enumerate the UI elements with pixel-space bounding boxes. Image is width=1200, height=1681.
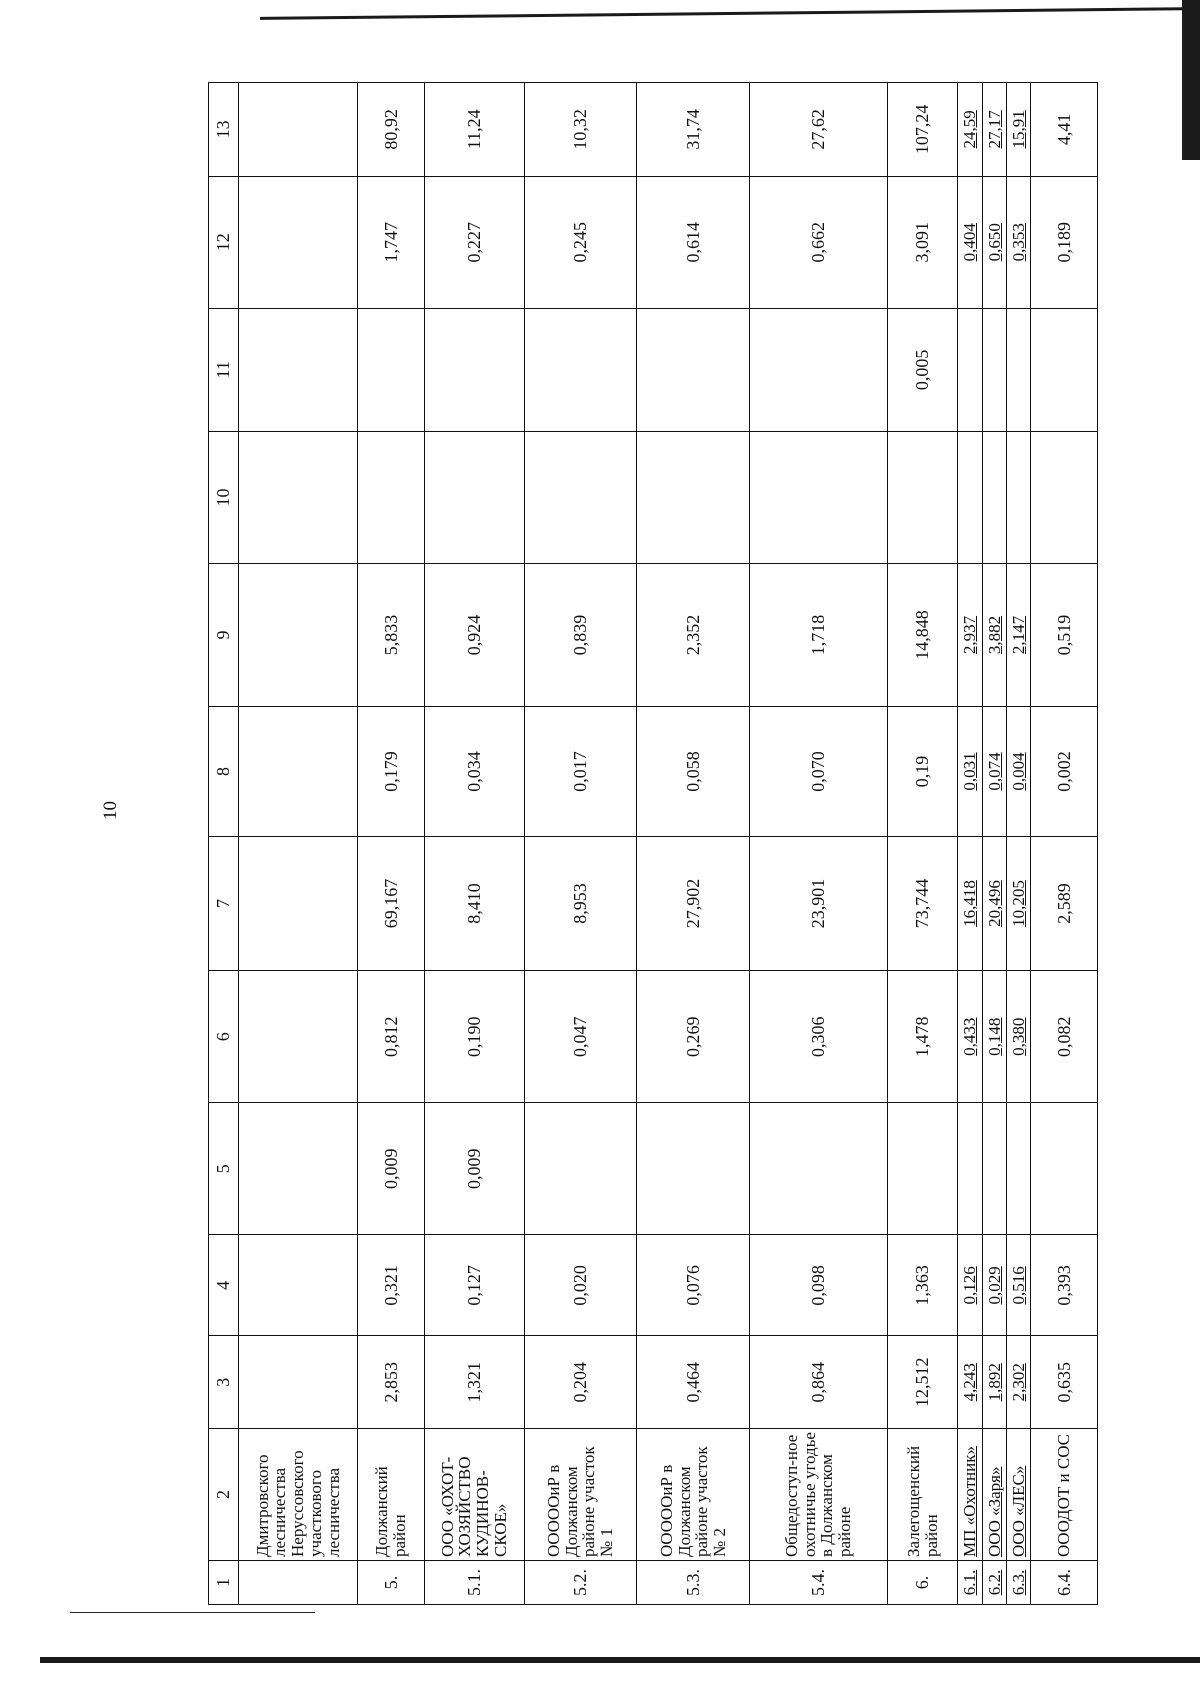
table-cell [637,431,750,563]
table-row [982,83,1006,1605]
table-cell: 0,464 [637,1336,750,1428]
table-cell: 3,882 [982,564,1006,707]
table-cell [238,176,358,308]
table-cell: 2,589 [1031,836,1098,970]
table-cell [524,431,637,563]
row-name-cell: Залегощенский район [887,1428,958,1560]
table-row [887,83,958,1605]
table-cell: 0,393 [1031,1235,1098,1336]
column-header: 11 [209,308,239,431]
table-row [1007,83,1031,1605]
table-cell: 73,744 [887,836,958,970]
table-cell [982,308,1006,431]
table-cell: 80,92 [358,83,424,177]
column-header: 9 [209,564,239,707]
table-cell: 5.2. [524,1560,637,1604]
table-cell: 5.1. [424,1560,524,1604]
table-cell: 1,321 [424,1336,524,1428]
table-cell: 10,32 [524,83,637,177]
table-cell: 1,718 [750,564,887,707]
table-cell: 6.3. [1007,1560,1031,1604]
table-row [238,83,358,1605]
table-cell: 0,002 [1031,707,1098,837]
table-cell: 2,853 [358,1336,424,1428]
table-cell [238,836,358,970]
table-cell [1031,431,1098,563]
column-header: 7 [209,836,239,970]
table-cell: 0,034 [424,707,524,837]
table-cell: 5.4. [750,1560,887,1604]
table-cell: 14,848 [887,564,958,707]
table-cell [238,308,358,431]
table-cell: 0,148 [982,971,1006,1103]
table-cell: 0,190 [424,971,524,1103]
table-cell: 6.1. [958,1560,982,1604]
table-cell [958,1103,982,1235]
table-cell: 4,41 [1031,83,1098,177]
table-cell [424,308,524,431]
row-name-cell: МП «Охотник» [958,1428,982,1560]
table-cell: 0,380 [1007,971,1031,1103]
table-cell: 0,070 [750,707,887,837]
table-cell [1007,431,1031,563]
table-cell [424,431,524,563]
column-header: 10 [209,431,239,563]
table-cell: 2,302 [1007,1336,1031,1428]
table-body [209,83,1098,1605]
table-cell: 5.3. [637,1560,750,1604]
row-name-cell: Дмитровского лесничества Неруссовского участкового лесничества [238,1428,358,1560]
table-cell: 0,179 [358,707,424,837]
table-cell: 1,478 [887,971,958,1103]
row-name-cell: ОООООиР в Должанском районе участок № 2 [637,1428,750,1560]
table-cell: 15,91 [1007,83,1031,177]
table-cell: 0,245 [524,176,637,308]
table-cell [524,1103,637,1235]
table-cell: 0,19 [887,707,958,837]
table-cell: 0,031 [958,707,982,837]
table-cell [238,83,358,177]
column-header: 12 [209,176,239,308]
table-cell: 6.2. [982,1560,1006,1604]
table-cell: 31,74 [637,83,750,177]
table-row [637,83,750,1605]
table-cell: 0,227 [424,176,524,308]
table-cell: 2,937 [958,564,982,707]
scan-right-edge [1182,0,1200,160]
table-cell: 11,24 [424,83,524,177]
table-cell: 1,747 [358,176,424,308]
table-cell: 0,074 [982,707,1006,837]
table-cell: 0,009 [424,1103,524,1235]
table-cell: 0,516 [1007,1235,1031,1336]
table-cell: 4,243 [958,1336,982,1428]
table-row [958,83,982,1605]
column-header: 1 [209,1560,239,1604]
table-cell: 0,614 [637,176,750,308]
table-cell: 0,839 [524,564,637,707]
table-cell [238,1103,358,1235]
table-cell: 0,204 [524,1336,637,1428]
table-cell: 0,058 [637,707,750,837]
table-row [358,83,424,1605]
table-cell: 12,512 [887,1336,958,1428]
table-cell: 0,029 [982,1235,1006,1336]
table-cell: 0,189 [1031,176,1098,308]
table-cell [524,308,637,431]
table-cell: 1,892 [982,1336,1006,1428]
table-cell: 27,62 [750,83,887,177]
table-cell: 3,091 [887,176,958,308]
column-header: 3 [209,1336,239,1428]
column-header: 2 [209,1428,239,1560]
table-cell: 6.4. [1031,1560,1098,1604]
row-name-cell: Должанский район [358,1428,424,1560]
column-header: 6 [209,971,239,1103]
table-cell [238,1235,358,1336]
table-cell: 0,635 [1031,1336,1098,1428]
table-cell: 23,901 [750,836,887,970]
table-cell [750,308,887,431]
row-name-cell: Общедоступ-ное охотничье угодье в Должанском районе [750,1428,887,1560]
table-cell: 0,047 [524,971,637,1103]
table-cell: 24,59 [958,83,982,177]
table-cell [238,431,358,563]
table-cell [238,564,358,707]
table-cell [982,431,1006,563]
column-header: 8 [209,707,239,837]
table-cell [238,1336,358,1428]
table-cell [982,1103,1006,1235]
table-cell [637,308,750,431]
column-header: 13 [209,83,239,177]
table-cell: 20,496 [982,836,1006,970]
table-cell: 0,005 [887,308,958,431]
table-cell: 5,833 [358,564,424,707]
header-row [209,83,239,1605]
row-name-cell: ОООООиР в Должанском районе участок № 1 [524,1428,637,1560]
table-cell [238,1560,358,1604]
table-cell: 0,662 [750,176,887,308]
table-row [1031,83,1098,1605]
table-cell [958,308,982,431]
footnote-rule [70,1612,315,1613]
table-cell: 0,433 [958,971,982,1103]
table-cell [887,1103,958,1235]
table-cell: 2,147 [1007,564,1031,707]
table-cell: 10,205 [1007,836,1031,970]
table-cell: 16,418 [958,836,982,970]
table-cell: 0,864 [750,1336,887,1428]
table-cell: 0,269 [637,971,750,1103]
table-cell: 0,924 [424,564,524,707]
table-cell: 0,353 [1007,176,1031,308]
data-table-rotated [208,82,1098,1605]
table-cell: 69,167 [358,836,424,970]
table-cell: 0,306 [750,971,887,1103]
table-cell: 0,009 [358,1103,424,1235]
scan-top-edge [260,0,1200,31]
table-cell [750,431,887,563]
table-cell: 0,017 [524,707,637,837]
table-cell [1031,308,1098,431]
table-cell: 0,127 [424,1235,524,1336]
table-cell [887,431,958,563]
table-cell [1007,308,1031,431]
table-cell: 1,363 [887,1235,958,1336]
table-cell: 8,410 [424,836,524,970]
table-cell [637,1103,750,1235]
table-cell: 5. [358,1560,424,1604]
scan-bottom-edge [40,1657,1200,1663]
table-cell: 0,519 [1031,564,1098,707]
table-cell: 27,902 [637,836,750,970]
table-cell [358,308,424,431]
table-cell: 0,126 [958,1235,982,1336]
table-cell: 0,076 [637,1235,750,1336]
column-header: 4 [209,1235,239,1336]
row-name-cell: ООО «ЛЕС» [1007,1428,1031,1560]
table-cell: 0,020 [524,1235,637,1336]
table-cell [358,431,424,563]
page-number: 10 [100,801,121,820]
table-cell: 107,24 [887,83,958,177]
table-cell: 27,17 [982,83,1006,177]
row-name-cell: ООО «ОХОТ-ХОЗЯЙСТВО КУДИНОВ-СКОЕ» [424,1428,524,1560]
table-cell: 0,812 [358,971,424,1103]
table-cell: 0,321 [358,1235,424,1336]
row-name-cell: ООО «Заря» [982,1428,1006,1560]
table-row [524,83,637,1605]
table-cell [958,431,982,563]
table-cell: 0,098 [750,1235,887,1336]
table-cell [238,707,358,837]
table-cell [238,971,358,1103]
table-cell: 0,650 [982,176,1006,308]
table-cell [1007,1103,1031,1235]
table-cell: 6. [887,1560,958,1604]
table-cell [1031,1103,1098,1235]
table-cell [750,1103,887,1235]
table-cell: 2,352 [637,564,750,707]
table-row [424,83,524,1605]
table-cell: 0,082 [1031,971,1098,1103]
table-cell: 0,404 [958,176,982,308]
column-header: 5 [209,1103,239,1235]
row-name-cell: ОООДОТ и СОС [1031,1428,1098,1560]
data-table [208,82,1098,1605]
table-cell: 8,953 [524,836,637,970]
table-cell: 0,004 [1007,707,1031,837]
table-row [750,83,887,1605]
